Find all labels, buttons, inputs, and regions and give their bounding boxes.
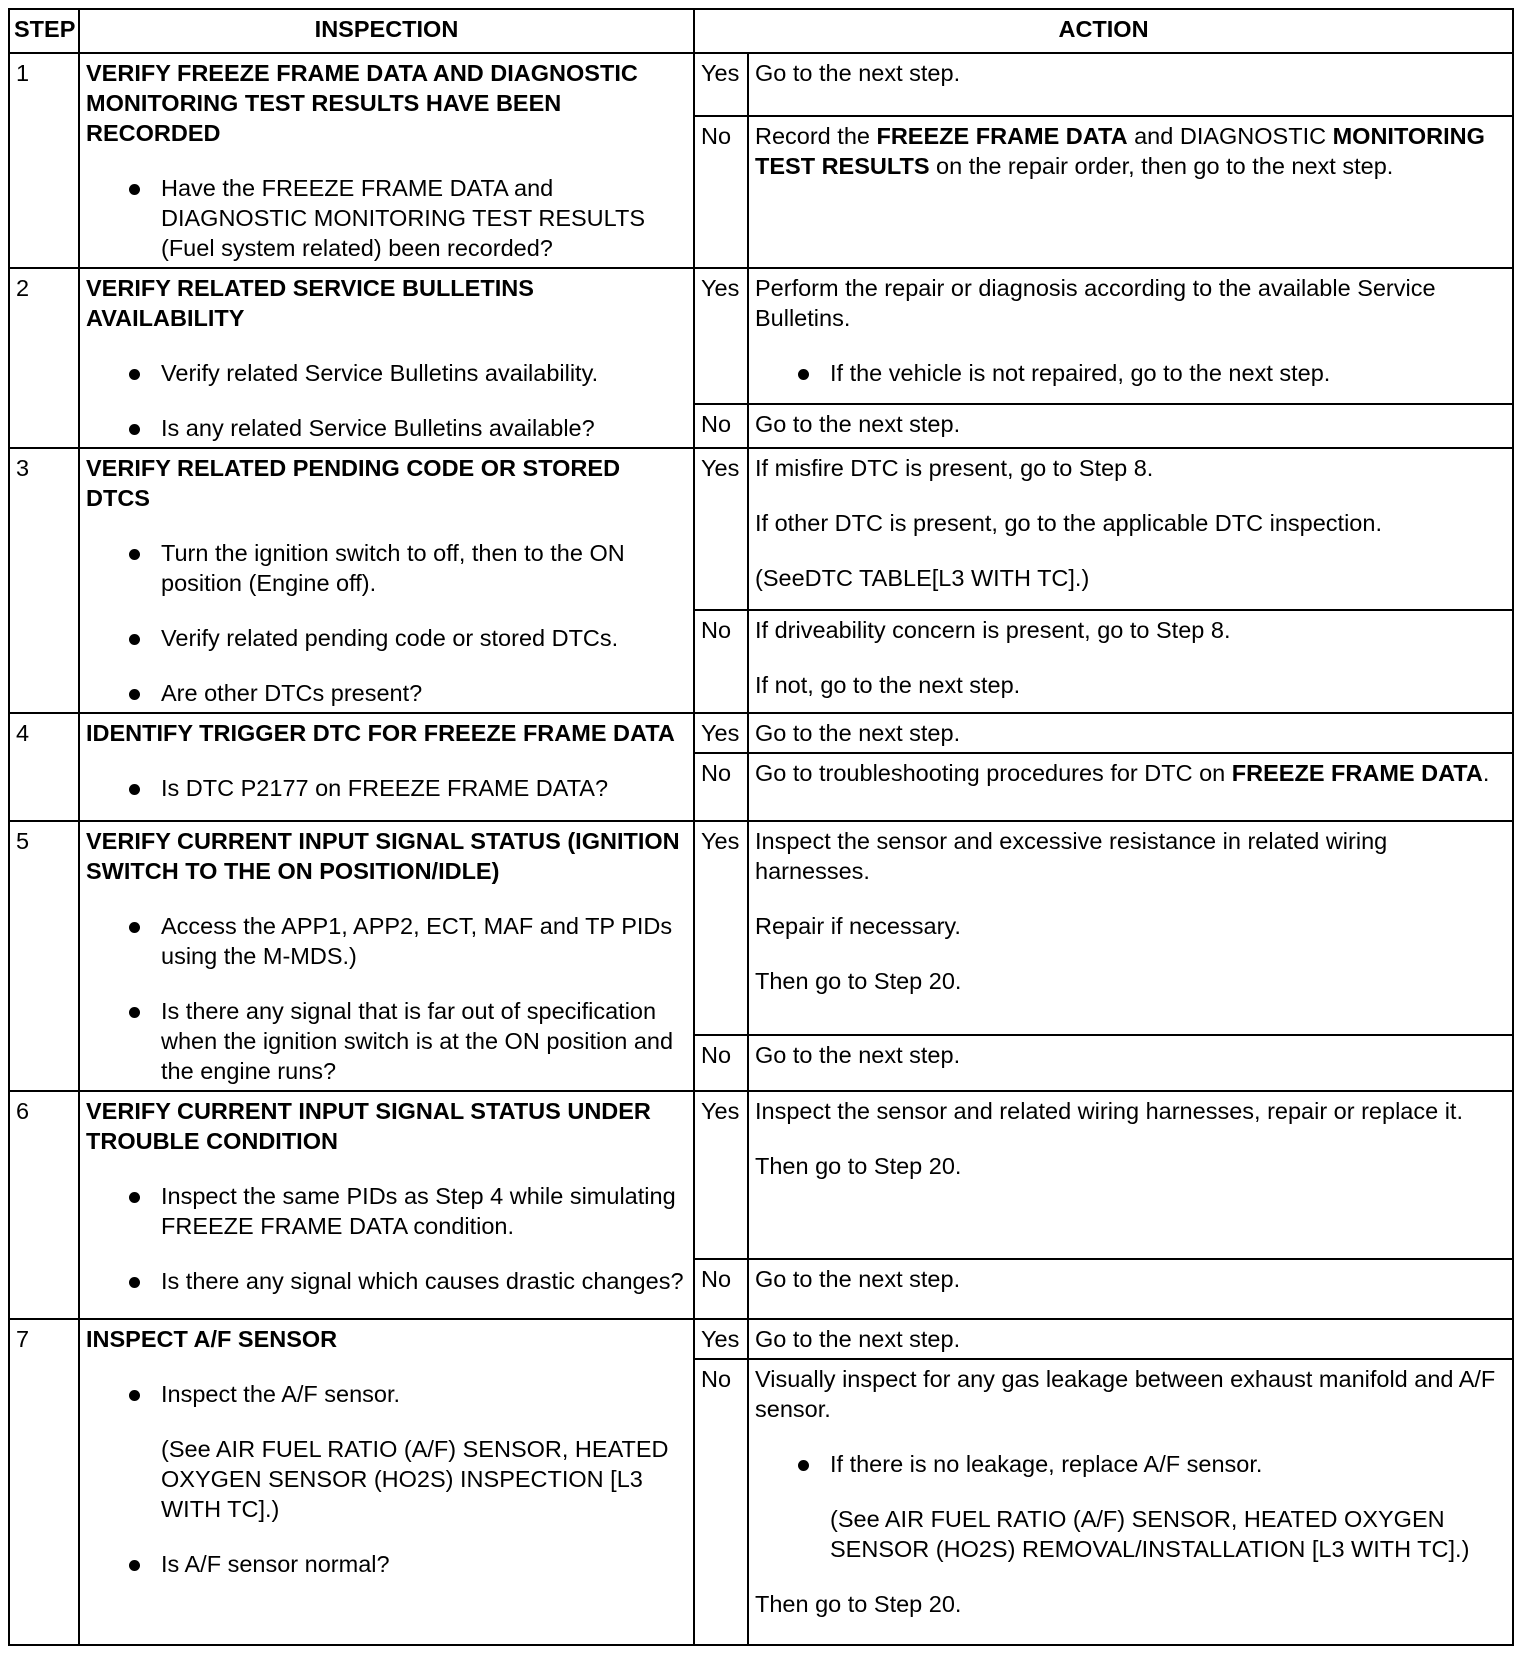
no-label: No (694, 116, 748, 268)
yes-action: Go to the next step. (748, 713, 1513, 753)
yes-label: Yes (694, 1091, 748, 1259)
action-bullet: If there is no leakage, replace A/F sensor. (See AIR FUEL RATIO (A/F) SENSOR, HEATED OXYGEN SENSOR (HO2S) REMOVAL/INSTALLATION [L3 WITH TC].) (755, 1449, 1506, 1564)
yes-label: Yes (694, 821, 748, 1035)
no-action: Record the FREEZE FRAME DATA and DIAGNOSTIC MONITORING TEST RESULTS on the repair order, then go to the next step. (748, 116, 1513, 268)
yes-action: Go to the next step. (748, 53, 1513, 116)
no-label: No (694, 1359, 748, 1645)
action-bullet: If the vehicle is not repaired, go to the next step. (755, 358, 1506, 388)
inspection-title: VERIFY RELATED SERVICE BULLETINS AVAILABILITY (86, 275, 534, 331)
no-action: Go to the next step. (748, 1035, 1513, 1091)
inspection-cell (79, 713, 694, 821)
inspection-bullet: Is there any signal that is far out of specification when the ignition switch is at the ON position and the engine runs? (86, 996, 687, 1086)
step-number: 6 (9, 1091, 79, 1319)
inspection-cell (79, 268, 694, 448)
inspection-reference: (See AIR FUEL RATIO (A/F) SENSOR, HEATED OXYGEN SENSOR (HO2S) INSPECTION [L3 WITH TC].) (161, 1436, 669, 1522)
step-number: 2 (9, 268, 79, 448)
inspection-cell (79, 1091, 694, 1319)
table-row (9, 53, 1513, 116)
yes-action: Perform the repair or diagnosis according to the available Service Bulletins. If the vehicle is not repaired, go to the next step. (748, 268, 1513, 404)
no-label: No (694, 753, 748, 821)
inspection-bullet: Inspect the same PIDs as Step 4 while simulating FREEZE FRAME DATA condition. (86, 1181, 687, 1241)
inspection-bullet: Inspect the A/F sensor. (See AIR FUEL RATIO (A/F) SENSOR, HEATED OXYGEN SENSOR (HO2S) INSPECTION [L3 WITH TC].) (86, 1379, 687, 1524)
yes-label: Yes (694, 53, 748, 116)
table-row (9, 713, 1513, 753)
inspection-cell (79, 448, 694, 713)
inspection-bullet: Are other DTCs present? (86, 678, 687, 708)
inspection-bullet: Access the APP1, APP2, ECT, MAF and TP PIDs using the M-MDS.) (86, 911, 687, 971)
table-header-row (9, 9, 1513, 53)
no-label: No (694, 1259, 748, 1319)
step-number: 5 (9, 821, 79, 1091)
inspection-cell (79, 1319, 694, 1645)
header-step: STEP (9, 9, 79, 53)
no-label: No (694, 610, 748, 713)
header-action: ACTION (694, 9, 1513, 53)
inspection-title: VERIFY FREEZE FRAME DATA AND DIAGNOSTIC MONITORING TEST RESULTS HAVE BEEN RECORDED (86, 60, 638, 146)
inspection-bullet: Is A/F sensor normal? (86, 1549, 687, 1579)
step-number: 1 (9, 53, 79, 268)
inspection-cell (79, 53, 694, 268)
table-row (9, 821, 1513, 1035)
yes-label: Yes (694, 1319, 748, 1359)
step-number: 4 (9, 713, 79, 821)
inspection-title: VERIFY CURRENT INPUT SIGNAL STATUS (IGNITION SWITCH TO THE ON POSITION/IDLE) (86, 828, 680, 884)
yes-action: Inspect the sensor and excessive resistance in related wiring harnesses. Repair if necessary. Then go to Step 20. (748, 821, 1513, 1035)
step-number: 7 (9, 1319, 79, 1645)
yes-label: Yes (694, 268, 748, 404)
diagnostic-procedure-table (8, 8, 1514, 1646)
inspection-cell (79, 821, 694, 1091)
inspection-bullet: Verify related Service Bulletins availability. (86, 358, 687, 388)
yes-action: If misfire DTC is present, go to Step 8. If other DTC is present, go to the applicable DTC inspection. (SeeDTC TABLE[L3 WITH TC].) (748, 448, 1513, 610)
inspection-bullet: Verify related pending code or stored DTCs. (86, 623, 687, 653)
yes-label: Yes (694, 448, 748, 610)
table-row (9, 1091, 1513, 1259)
inspection-bullet: Is there any signal which causes drastic changes? (86, 1266, 687, 1296)
inspection-bullet: Have the FREEZE FRAME DATA and DIAGNOSTIC MONITORING TEST RESULTS (Fuel system related) been recorded? (86, 173, 687, 263)
inspection-title: VERIFY CURRENT INPUT SIGNAL STATUS UNDER TROUBLE CONDITION (86, 1098, 651, 1154)
inspection-title: IDENTIFY TRIGGER DTC FOR FREEZE FRAME DATA (86, 720, 675, 746)
step-number: 3 (9, 448, 79, 713)
yes-action: Inspect the sensor and related wiring harnesses, repair or replace it. Then go to Step 20. (748, 1091, 1513, 1259)
header-inspection: INSPECTION (79, 9, 694, 53)
no-label: No (694, 404, 748, 449)
yes-label: Yes (694, 713, 748, 753)
no-action: Go to troubleshooting procedures for DTC on FREEZE FRAME DATA. (748, 753, 1513, 821)
inspection-bullet: Is any related Service Bulletins available? (86, 413, 687, 443)
no-action: If driveability concern is present, go to Step 8. If not, go to the next step. (748, 610, 1513, 713)
table-row (9, 1319, 1513, 1359)
table-row (9, 448, 1513, 610)
no-action: Go to the next step. (748, 404, 1513, 449)
inspection-bullet: Turn the ignition switch to off, then to the ON position (Engine off). (86, 538, 687, 598)
no-action: Go to the next step. (748, 1259, 1513, 1319)
no-label: No (694, 1035, 748, 1091)
table-row (9, 268, 1513, 404)
action-reference: (See AIR FUEL RATIO (A/F) SENSOR, HEATED OXYGEN SENSOR (HO2S) REMOVAL/INSTALLATION [L3 WITH TC].) (830, 1506, 1470, 1562)
inspection-title: INSPECT A/F SENSOR (86, 1326, 338, 1352)
yes-action: Go to the next step. (748, 1319, 1513, 1359)
inspection-bullet: Is DTC P2177 on FREEZE FRAME DATA? (86, 773, 687, 803)
no-action: Visually inspect for any gas leakage between exhaust manifold and A/F sensor. If there is no leakage, replace A/F sensor. (See AIR FUEL RATIO (A/F) SENSOR, HEATED OXYGEN SENSOR (HO2S) REMOVAL/INSTALLATION [L3 WITH TC].) Then go to Step 20. (748, 1359, 1513, 1645)
inspection-title: VERIFY RELATED PENDING CODE OR STORED DTCS (86, 455, 621, 511)
